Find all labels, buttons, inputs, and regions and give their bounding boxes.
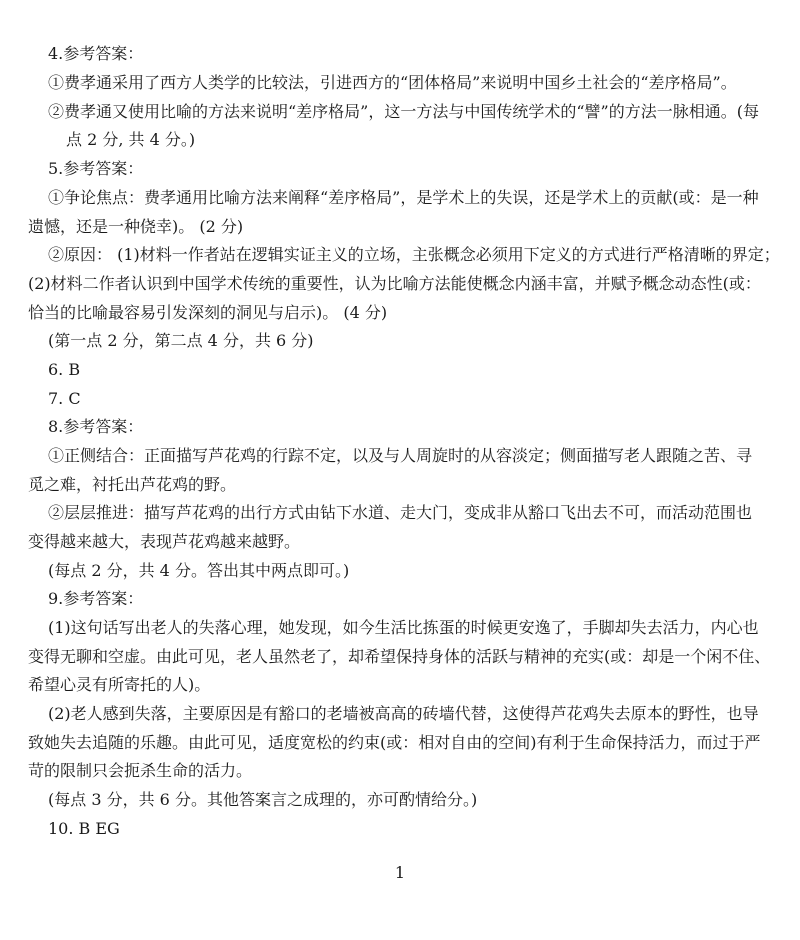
q5-point-1-continued: 遗憾，还是一种侥幸)。 (2 分) <box>28 217 244 236</box>
q8-point-2: ②层层推进：描写芦花鸡的出行方式由钻下水道、走大门，变成非从豁口飞出去不可，而活动范围也 <box>48 503 753 522</box>
q4-heading: 4.参考答案： <box>48 44 144 63</box>
q4-point-1: ①费孝通采用了西方人类学的比较法，引进西方的“团体格局”来说明中国乡土社会的“差序格局”。 <box>48 73 737 92</box>
q8-point-2-continued: 变得越来越大，表现芦花鸡越来越野。 <box>28 532 301 551</box>
q9-point-1: (1)这句话写出老人的失落心理，她发现，如今生活比拣蛋的时候更安逸了，手脚却失去活力，内心也 <box>48 618 759 637</box>
q7-answer: 7. C <box>48 389 81 408</box>
q9-point-1-end: 希望心灵有所寄托的人)。 <box>28 675 211 694</box>
q6-answer: 6. B <box>48 360 81 379</box>
q9-scoring-note: (每点 3 分，共 6 分。其他答案言之成理的，亦可酌情给分。) <box>48 790 478 809</box>
q10-answer: 10. B EG <box>48 819 120 838</box>
q8-heading: 8.参考答案： <box>48 417 144 436</box>
q9-point-2-continued: 致她失去追随的乐趣。由此可见，适度宽松的约束(或：相对自由的空间)有利于生命保持活力，而过于严 <box>28 733 761 752</box>
q5-heading: 5.参考答案： <box>48 159 144 178</box>
q5-point-2: ②原因： (1)材料一作者站在逻辑实证主义的立场，主张概念必须用下定义的方式进行严格清晰的界定； <box>48 245 780 264</box>
q5-point-2-end: 恰当的比喻最容易引发深刻的洞见与启示)。 (4 分) <box>28 303 388 322</box>
q4-point-2-continued: 点 2 分, 共 4 分。) <box>66 130 196 149</box>
q5-point-1: ①争论焦点：费孝通用比喻方法来阐释“差序格局”，是学术上的失误，还是学术上的贡献(或：是一种 <box>48 188 759 207</box>
q4-point-2: ②费孝通又使用比喻的方法来说明“差序格局”，这一方法与中国传统学术的“譬”的方法一脉相通。(每 <box>48 102 759 121</box>
q8-point-1-continued: 觅之难，衬托出芦花鸡的野。 <box>28 475 237 494</box>
q9-point-2: (2)老人感到失落，主要原因是有豁口的老墙被高高的砖墙代替，这使得芦花鸡失去原本的野性，也导 <box>48 704 759 723</box>
q8-point-1: ①正侧结合：正面描写芦花鸡的行踪不定，以及与人周旋时的从容淡定；侧面描写老人跟随之苦、寻 <box>48 446 753 465</box>
q9-heading: 9.参考答案： <box>48 589 144 608</box>
q9-point-1-continued: 变得无聊和空虚。由此可见，老人虽然老了，却希望保持身体的活跃与精神的充实(或：却是一个闲不住、 <box>28 647 771 666</box>
q9-point-2-end: 苛的限制只会扼杀生命的活力。 <box>28 761 253 780</box>
q5-scoring-note: (第一点 2 分，第二点 4 分，共 6 分) <box>48 331 314 350</box>
q8-scoring-note: (每点 2 分，共 4 分。答出其中两点即可。) <box>48 561 350 580</box>
page-number: 1 <box>394 863 406 882</box>
q5-point-2-continued: (2)材料二作者认识到中国学术传统的重要性，认为比喻方法能使概念内涵丰富，并赋予概念动态性(或： <box>28 274 761 293</box>
